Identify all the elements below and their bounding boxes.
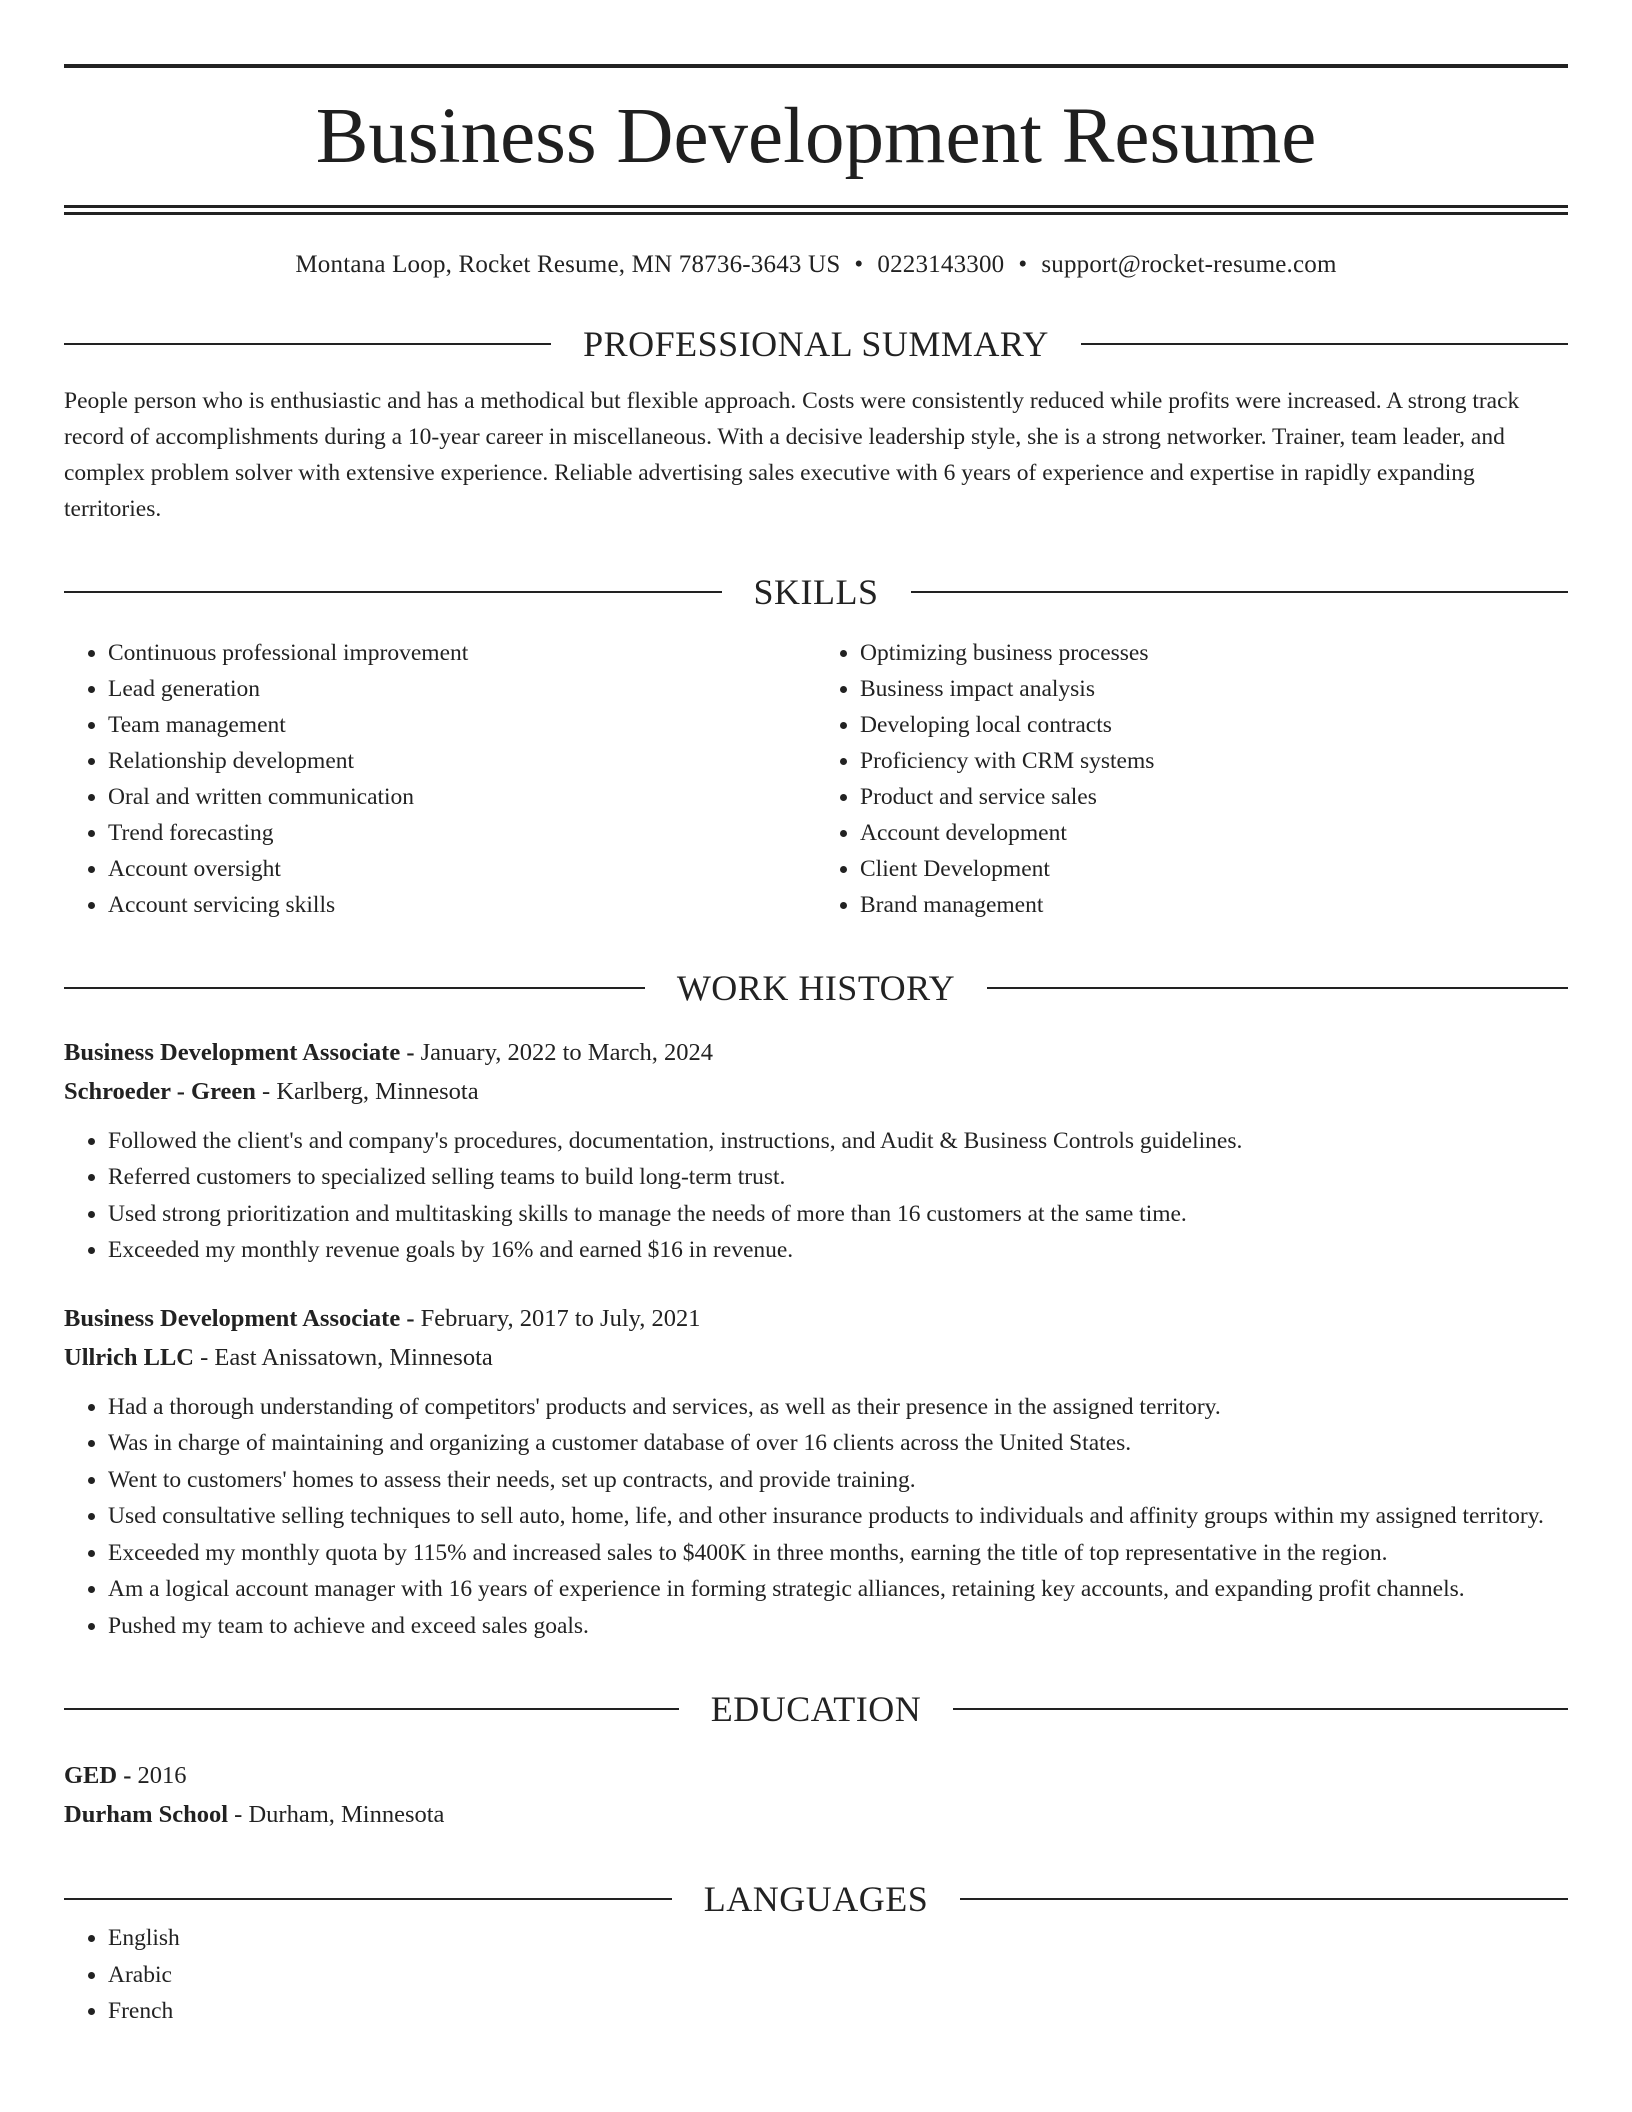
languages-list — [64, 1920, 1568, 2030]
job-bullets — [64, 1389, 1568, 1645]
resume-title: Business Development Resume — [315, 93, 1317, 180]
job-dates: January, 2022 to March, 2024 — [420, 1038, 713, 1066]
section-title: PROFESSIONAL SUMMARY — [583, 323, 1049, 364]
job-location: Karlberg, Minnesota — [276, 1077, 479, 1105]
section-title: LANGUAGES — [703, 1879, 929, 1920]
job-bullet: • Referred customers to specialized selling teams to build long-term trust. — [108, 1159, 1568, 1196]
skill-item: • Brand management — [860, 887, 1568, 923]
skill-item: • Oral and written communication — [108, 779, 816, 815]
education-entry — [64, 1756, 1568, 1834]
education-school-line — [64, 1795, 1568, 1834]
dash: - — [123, 1762, 132, 1790]
top-rule — [64, 64, 1568, 68]
skill-item: • Relationship development — [108, 743, 816, 779]
contact-email[interactable]: support@rocket-resume.com — [1041, 250, 1337, 278]
job-title: Business Development Associate — [64, 1038, 401, 1066]
skills-list-right — [816, 635, 1568, 923]
education-location: Durham, Minnesota — [248, 1801, 445, 1829]
skill-item: • Product and service sales — [860, 779, 1568, 815]
section-rule — [960, 1898, 1568, 1900]
job-company-line — [64, 1338, 1568, 1377]
skill-item: • Optimizing business processes — [860, 635, 1568, 671]
skill-item: • Account oversight — [108, 851, 816, 887]
dash: - — [200, 1343, 209, 1371]
section-title: SKILLS — [753, 571, 879, 612]
section-title: WORK HISTORY — [676, 967, 956, 1008]
job-company: Ullrich LLC — [64, 1343, 194, 1371]
summary-text: People person who is enthusiastic and has a methodical but flexible approach. Costs were consistently reduced while profits were increased. A strong track record of accomplishments during a 10-year career in miscellaneous. With a decisive leadership style, she is a strong networker. Trainer, team leader, and complex problem solver with extensive experience. Reliable advertising sales executive with 6 years of experience and expertise in rapidly expanding territories. — [64, 387, 1520, 522]
job-bullet: • Followed the client's and company's procedures, documentation, instructions, and Audit & Business Controls guidelines. — [108, 1123, 1568, 1160]
skill-item: • Client Development — [860, 851, 1568, 887]
dash: - — [406, 1304, 415, 1332]
job-dates: February, 2017 to July, 2021 — [420, 1304, 701, 1332]
contact-line — [64, 251, 1568, 279]
skill-item: • Continuous professional improvement — [108, 635, 816, 671]
section-header-education — [64, 1688, 1568, 1730]
dash: - — [262, 1077, 271, 1105]
job-bullets — [64, 1123, 1568, 1269]
skill-item: • Account development — [860, 815, 1568, 851]
education-degree-line — [64, 1756, 1568, 1795]
job-bullet: • Used strong prioritization and multitasking skills to manage the needs of more than 16 customers at the same time. — [108, 1196, 1568, 1233]
job-entry — [64, 1033, 1568, 1269]
section-header-languages — [64, 1878, 1568, 1920]
job-bullet: • Am a logical account manager with 16 years of experience in forming strategic alliances, retaining key accounts, and expanding profit channels. — [108, 1571, 1568, 1608]
job-bullet: • Exceeded my monthly revenue goals by 16% and earned $16 in revenue. — [108, 1232, 1568, 1269]
education-school: Durham School — [64, 1801, 229, 1829]
job-bullet: • Went to customers' homes to assess their needs, set up contracts, and provide training. — [108, 1462, 1568, 1499]
education-degree: GED — [64, 1762, 118, 1790]
title-double-rule — [64, 205, 1568, 215]
section-title: EDUCATION — [710, 1689, 922, 1730]
section-rule — [64, 1708, 679, 1710]
section-rule — [911, 591, 1569, 593]
education-year: 2016 — [137, 1762, 187, 1790]
section-rule — [1081, 343, 1568, 345]
language-item: • English — [108, 1920, 1568, 1957]
section-rule — [64, 591, 722, 593]
section-header-work — [64, 967, 1568, 1009]
job-title: Business Development Associate — [64, 1304, 401, 1332]
section-header-summary — [64, 323, 1568, 365]
skill-item: • Lead generation — [108, 671, 816, 707]
skill-item: • Team management — [108, 707, 816, 743]
contact-separator: • — [854, 250, 864, 278]
section-rule — [987, 987, 1568, 989]
skill-item: • Proficiency with CRM systems — [860, 743, 1568, 779]
section-header-skills — [64, 571, 1568, 613]
job-title-line — [64, 1033, 1568, 1072]
language-item: • Arabic — [108, 1957, 1568, 1994]
job-bullet: • Pushed my team to achieve and exceed sales goals. — [108, 1608, 1568, 1645]
section-rule — [64, 1898, 672, 1900]
section-rule — [64, 343, 551, 345]
job-bullet: • Used consultative selling techniques to sell auto, home, life, and other insurance products to individuals and affinity groups within my assigned territory. — [108, 1498, 1568, 1535]
contact-address: Montana Loop, Rocket Resume, MN 78736-3643 US — [295, 250, 841, 278]
resume-page — [64, 64, 1568, 2030]
job-bullet: • Was in charge of maintaining and organizing a customer database of over 16 clients across the United States. — [108, 1425, 1568, 1462]
job-title-line — [64, 1299, 1568, 1338]
job-bullet: • Exceeded my monthly quota by 115% and increased sales to $400K in three months, earning the title of top representative in the region. — [108, 1535, 1568, 1572]
dash: - — [406, 1038, 415, 1066]
job-entry — [64, 1299, 1568, 1645]
skill-item: • Business impact analysis — [860, 671, 1568, 707]
contact-phone: 0223143300 — [877, 250, 1005, 278]
job-company-line — [64, 1072, 1568, 1111]
skill-item: • Trend forecasting — [108, 815, 816, 851]
skill-item: • Account servicing skills — [108, 887, 816, 923]
skills-columns — [64, 635, 1568, 923]
skills-list-left — [64, 635, 816, 923]
language-item: • French — [108, 1993, 1568, 2030]
skill-item: • Developing local contracts — [860, 707, 1568, 743]
section-rule — [64, 987, 645, 989]
dash: - — [234, 1801, 243, 1829]
contact-separator: • — [1018, 250, 1028, 278]
section-rule — [953, 1708, 1568, 1710]
job-bullet: • Had a thorough understanding of competitors' products and services, as well as their presence in the assigned territory. — [108, 1389, 1568, 1426]
job-company: Schroeder - Green — [64, 1077, 256, 1105]
job-location: East Anissatown, Minnesota — [214, 1343, 493, 1371]
